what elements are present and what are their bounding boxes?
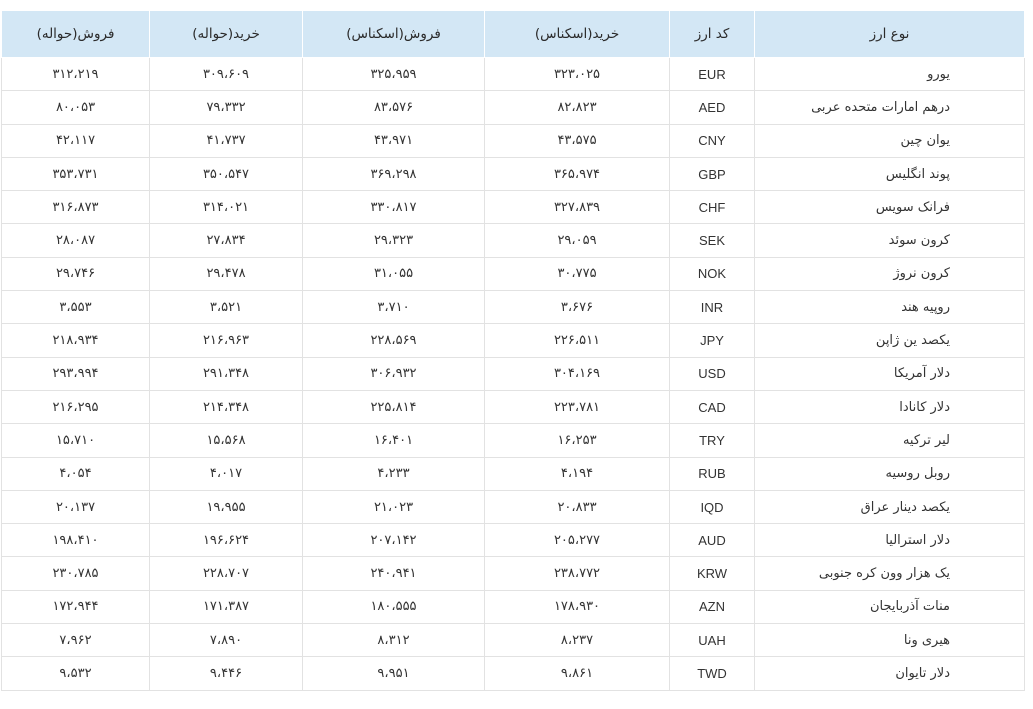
cell-currency-name: دلار استرالیا: [755, 524, 1025, 557]
header-sell-transfer: فروش(حواله): [2, 11, 150, 58]
cell-sell-cash: ۲۲۵،۸۱۴: [303, 390, 485, 423]
table-body: [2, 58, 1025, 691]
cell-sell-cash: ۳۲۵،۹۵۹: [303, 58, 485, 91]
table-row: [2, 424, 1025, 457]
header-currency-code: کد ارز: [670, 11, 755, 58]
cell-buy-cash: ۳،۶۷۶: [485, 291, 670, 324]
cell-sell-cash: ۴۳،۹۷۱: [303, 124, 485, 157]
cell-currency-name: دلار کانادا: [755, 390, 1025, 423]
cell-sell-transfer: ۲۳۰،۷۸۵: [2, 557, 150, 590]
cell-buy-transfer: ۱۷۱،۳۸۷: [150, 590, 303, 623]
cell-currency-code: IQD: [670, 490, 755, 523]
cell-currency-name: دلار تایوان: [755, 657, 1025, 690]
cell-currency-code: USD: [670, 357, 755, 390]
cell-buy-cash: ۴،۱۹۴: [485, 457, 670, 490]
cell-currency-code: RUB: [670, 457, 755, 490]
table-row: [2, 557, 1025, 590]
cell-buy-transfer: ۲۹،۴۷۸: [150, 257, 303, 290]
cell-sell-cash: ۳،۷۱۰: [303, 291, 485, 324]
cell-buy-cash: ۲۰،۸۳۳: [485, 490, 670, 523]
cell-currency-name: کرون سوئد: [755, 224, 1025, 257]
cell-buy-cash: ۱۷۸،۹۳۰: [485, 590, 670, 623]
cell-buy-transfer: ۴۱،۷۳۷: [150, 124, 303, 157]
header-sell-cash: فروش(اسکناس): [303, 11, 485, 58]
cell-buy-cash: ۱۶،۲۵۳: [485, 424, 670, 457]
cell-currency-name: لیر ترکیه: [755, 424, 1025, 457]
cell-currency-code: JPY: [670, 324, 755, 357]
cell-buy-cash: ۳۰۴،۱۶۹: [485, 357, 670, 390]
cell-sell-cash: ۳۶۹،۲۹۸: [303, 157, 485, 190]
table-row: [2, 324, 1025, 357]
cell-buy-transfer: ۱۹،۹۵۵: [150, 490, 303, 523]
table-row: [2, 490, 1025, 523]
cell-sell-transfer: ۲۸،۰۸۷: [2, 224, 150, 257]
table-row: [2, 657, 1025, 690]
cell-buy-transfer: ۳۰۹،۶۰۹: [150, 58, 303, 91]
cell-sell-transfer: ۳۱۶،۸۷۳: [2, 191, 150, 224]
cell-currency-name: دلار آمریکا: [755, 357, 1025, 390]
cell-sell-cash: ۲۹،۳۲۳: [303, 224, 485, 257]
cell-currency-code: SEK: [670, 224, 755, 257]
cell-currency-name: روپیه هند: [755, 291, 1025, 324]
cell-sell-cash: ۳۳۰،۸۱۷: [303, 191, 485, 224]
cell-sell-cash: ۱۸۰،۵۵۵: [303, 590, 485, 623]
cell-currency-name: هیری ونا: [755, 624, 1025, 657]
table-row: [2, 291, 1025, 324]
cell-currency-name: یورو: [755, 58, 1025, 91]
cell-currency-name: یکصد ین ژاپن: [755, 324, 1025, 357]
table-row: [2, 457, 1025, 490]
cell-currency-code: TRY: [670, 424, 755, 457]
cell-currency-name: یک هزار وون کره جنوبی: [755, 557, 1025, 590]
cell-buy-transfer: ۳،۵۲۱: [150, 291, 303, 324]
cell-currency-code: INR: [670, 291, 755, 324]
cell-buy-cash: ۳۰،۷۷۵: [485, 257, 670, 290]
cell-sell-cash: ۱۶،۴۰۱: [303, 424, 485, 457]
cell-buy-transfer: ۲۷،۸۳۴: [150, 224, 303, 257]
cell-buy-cash: ۲۹،۰۵۹: [485, 224, 670, 257]
cell-currency-code: GBP: [670, 157, 755, 190]
cell-buy-transfer: ۹،۴۴۶: [150, 657, 303, 690]
cell-buy-cash: ۸۲،۸۲۳: [485, 91, 670, 124]
cell-sell-transfer: ۳۵۳،۷۳۱: [2, 157, 150, 190]
cell-sell-cash: ۲۱،۰۲۳: [303, 490, 485, 523]
table-row: [2, 124, 1025, 157]
cell-buy-cash: ۲۲۶،۵۱۱: [485, 324, 670, 357]
table-row: [2, 590, 1025, 623]
cell-sell-transfer: ۱۹۸،۴۱۰: [2, 524, 150, 557]
header-currency-name: نوع ارز: [755, 11, 1025, 58]
cell-currency-code: CAD: [670, 390, 755, 423]
cell-buy-cash: ۸،۲۳۷: [485, 624, 670, 657]
cell-sell-transfer: ۷،۹۶۲: [2, 624, 150, 657]
header-buy-cash: خرید(اسکناس): [485, 11, 670, 58]
cell-sell-cash: ۹،۹۵۱: [303, 657, 485, 690]
cell-sell-cash: ۸،۳۱۲: [303, 624, 485, 657]
exchange-rates-table: [1, 10, 1025, 691]
cell-currency-name: یکصد دینار عراق: [755, 490, 1025, 523]
table-row: [2, 157, 1025, 190]
cell-currency-code: AZN: [670, 590, 755, 623]
cell-currency-code: CHF: [670, 191, 755, 224]
table-row: [2, 357, 1025, 390]
cell-sell-transfer: ۱۵،۷۱۰: [2, 424, 150, 457]
table-row: [2, 390, 1025, 423]
cell-sell-transfer: ۳۱۲،۲۱۹: [2, 58, 150, 91]
table-row: [2, 257, 1025, 290]
cell-sell-transfer: ۱۷۲،۹۴۴: [2, 590, 150, 623]
cell-currency-code: UAH: [670, 624, 755, 657]
cell-sell-transfer: ۴۲،۱۱۷: [2, 124, 150, 157]
cell-currency-name: منات آذربایجان: [755, 590, 1025, 623]
cell-buy-cash: ۳۶۵،۹۷۴: [485, 157, 670, 190]
cell-currency-code: TWD: [670, 657, 755, 690]
cell-currency-code: EUR: [670, 58, 755, 91]
cell-sell-cash: ۸۳،۵۷۶: [303, 91, 485, 124]
cell-sell-cash: ۳۱،۰۵۵: [303, 257, 485, 290]
table-row: [2, 524, 1025, 557]
cell-currency-name: روبل روسیه: [755, 457, 1025, 490]
table-row: [2, 58, 1025, 91]
cell-sell-transfer: ۲۱۸،۹۳۴: [2, 324, 150, 357]
cell-sell-transfer: ۳،۵۵۳: [2, 291, 150, 324]
exchange-rates-panel: [1, 10, 1024, 691]
cell-buy-cash: ۹،۸۶۱: [485, 657, 670, 690]
cell-buy-transfer: ۲۲۸،۷۰۷: [150, 557, 303, 590]
table-row: [2, 624, 1025, 657]
cell-currency-code: KRW: [670, 557, 755, 590]
cell-sell-transfer: ۴،۰۵۴: [2, 457, 150, 490]
cell-currency-code: CNY: [670, 124, 755, 157]
cell-buy-transfer: ۳۵۰،۵۴۷: [150, 157, 303, 190]
cell-sell-cash: ۴،۲۳۳: [303, 457, 485, 490]
cell-sell-cash: ۲۴۰،۹۴۱: [303, 557, 485, 590]
cell-buy-transfer: ۷۹،۳۳۲: [150, 91, 303, 124]
cell-currency-name: پوند انگلیس: [755, 157, 1025, 190]
cell-sell-transfer: ۲۹۳،۹۹۴: [2, 357, 150, 390]
cell-sell-transfer: ۲۰،۱۳۷: [2, 490, 150, 523]
cell-currency-name: درهم امارات متحده عربی: [755, 91, 1025, 124]
cell-sell-cash: ۲۰۷،۱۴۲: [303, 524, 485, 557]
cell-buy-transfer: ۳۱۴،۰۲۱: [150, 191, 303, 224]
cell-buy-transfer: ۱۹۶،۶۲۴: [150, 524, 303, 557]
cell-sell-transfer: ۲۹،۷۴۶: [2, 257, 150, 290]
cell-buy-cash: ۲۳۸،۷۷۲: [485, 557, 670, 590]
table-row: [2, 91, 1025, 124]
table-row: [2, 191, 1025, 224]
cell-sell-transfer: ۹،۵۳۲: [2, 657, 150, 690]
cell-currency-code: NOK: [670, 257, 755, 290]
cell-buy-transfer: ۲۹۱،۳۴۸: [150, 357, 303, 390]
table-row: [2, 224, 1025, 257]
cell-buy-transfer: ۷،۸۹۰: [150, 624, 303, 657]
cell-sell-transfer: ۸۰،۰۵۳: [2, 91, 150, 124]
cell-buy-cash: ۲۰۵،۲۷۷: [485, 524, 670, 557]
cell-buy-transfer: ۴،۰۱۷: [150, 457, 303, 490]
cell-buy-transfer: ۲۱۶،۹۶۳: [150, 324, 303, 357]
cell-currency-name: یوان چین: [755, 124, 1025, 157]
table-header-row: [2, 11, 1025, 58]
cell-sell-transfer: ۲۱۶،۲۹۵: [2, 390, 150, 423]
cell-buy-cash: ۳۲۷،۸۳۹: [485, 191, 670, 224]
cell-currency-code: AED: [670, 91, 755, 124]
cell-sell-cash: ۲۲۸،۵۶۹: [303, 324, 485, 357]
cell-currency-name: کرون نروژ: [755, 257, 1025, 290]
cell-buy-cash: ۴۳،۵۷۵: [485, 124, 670, 157]
header-buy-transfer: خرید(حواله): [150, 11, 303, 58]
cell-currency-name: فرانک سویس: [755, 191, 1025, 224]
cell-buy-transfer: ۱۵،۵۶۸: [150, 424, 303, 457]
cell-buy-cash: ۳۲۳،۰۲۵: [485, 58, 670, 91]
cell-buy-cash: ۲۲۳،۷۸۱: [485, 390, 670, 423]
cell-buy-transfer: ۲۱۴،۳۴۸: [150, 390, 303, 423]
cell-sell-cash: ۳۰۶،۹۳۲: [303, 357, 485, 390]
cell-currency-code: AUD: [670, 524, 755, 557]
